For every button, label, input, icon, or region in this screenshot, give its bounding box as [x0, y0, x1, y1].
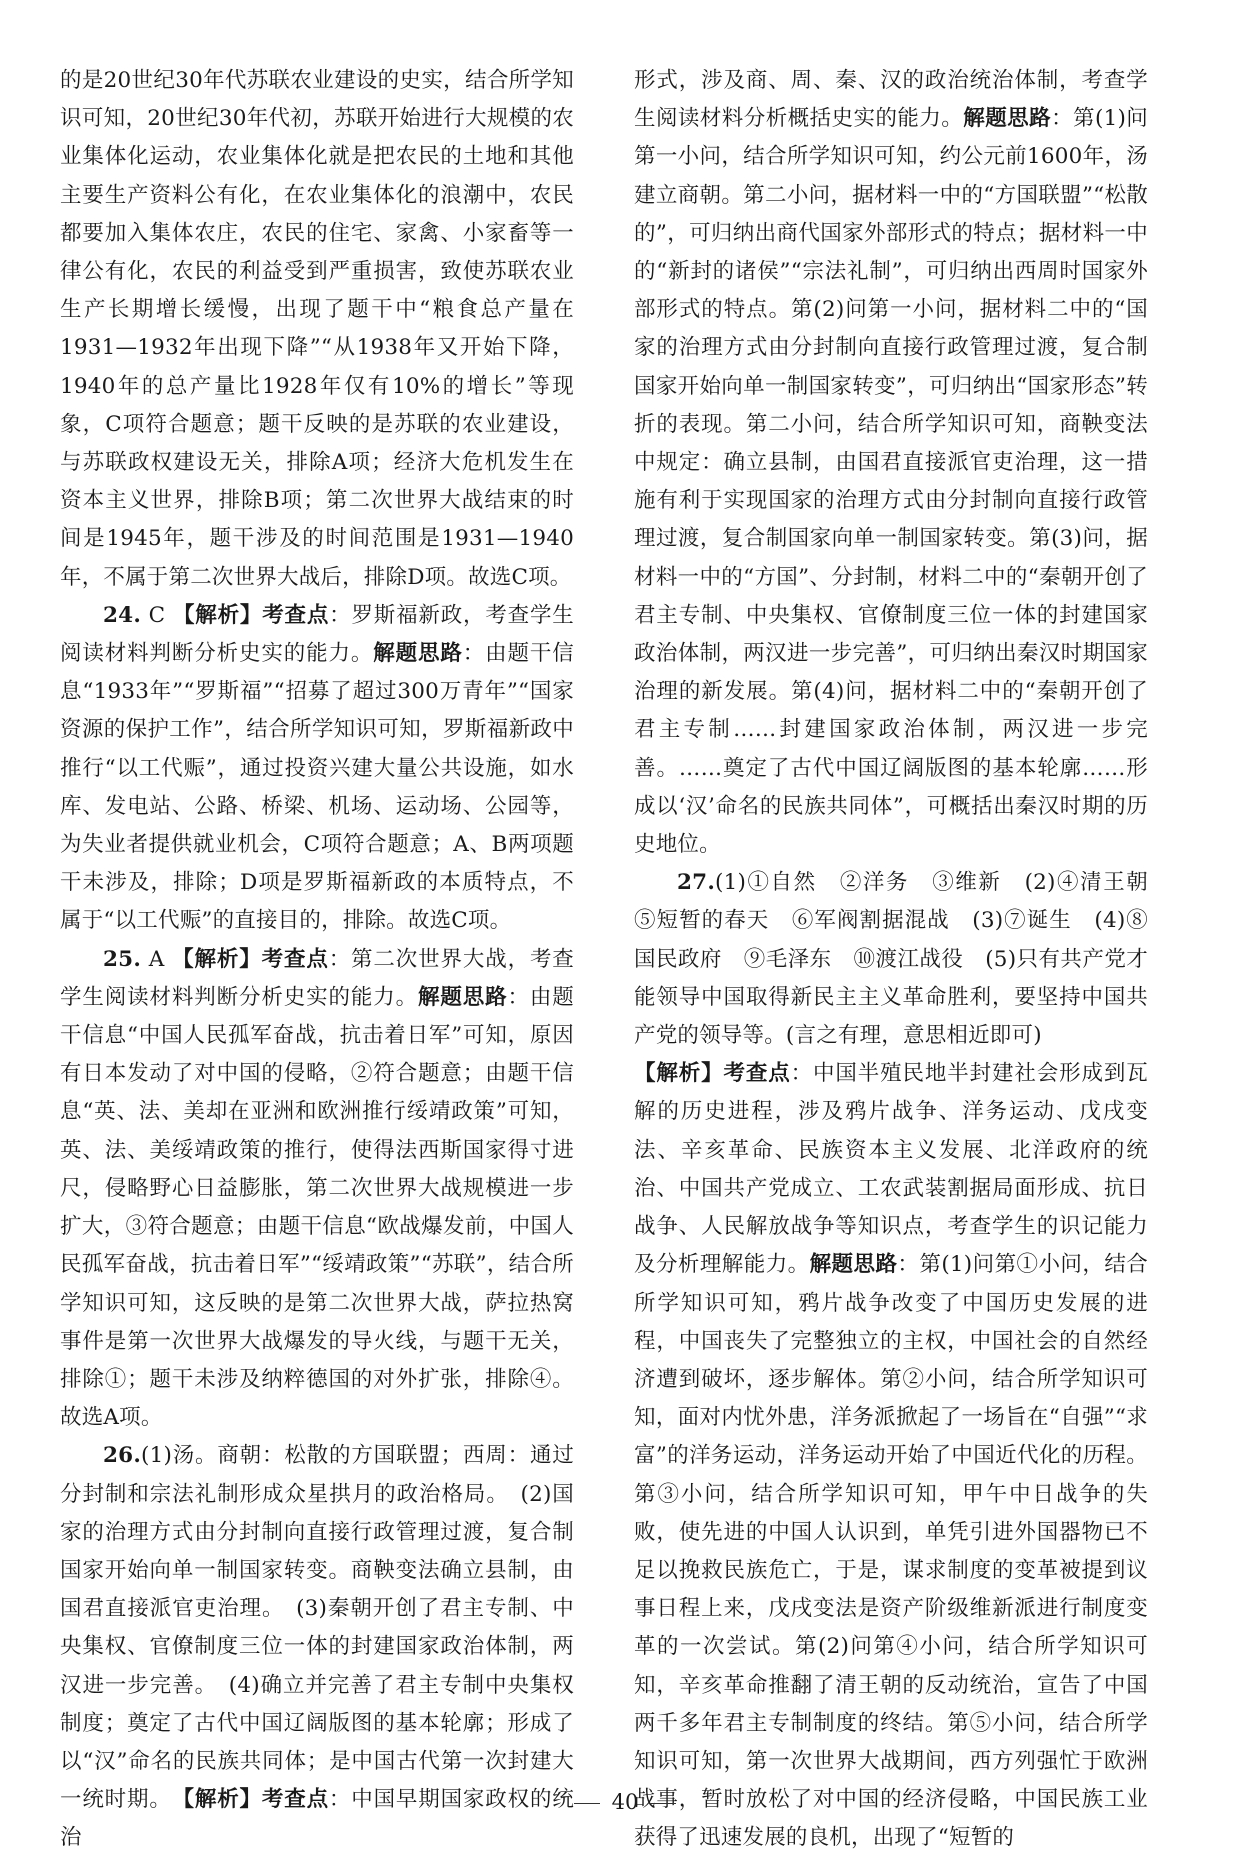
answer-text: ：第二次世界大战，考查学生阅读材料判断分析史实的能力。: [60, 946, 575, 1010]
exam-point-label: 考查点: [262, 602, 330, 628]
answer-text: ：中国早期国家政权的统治: [60, 1787, 574, 1851]
footer-dash-right: [650, 1803, 676, 1804]
question-number: 27.: [677, 870, 716, 896]
analysis-label: 【解析】: [183, 1787, 262, 1813]
solution-idea-label: 解题思路: [809, 1252, 898, 1278]
answer-text: (1)①自然 ②洋务 ③维新 (2)④清王朝 ⑤短暂的春天 ⑥军阀割据混战 (3)⑦诞生 (4)⑧国民政府 ⑨毛泽东 ⑩渡江战役 (5)只有共产党才能领导中国取得新民主主义革命胜利，要坚持中国共产党的领导等。(言之有理，意思相近即可): [634, 870, 1170, 1049]
answer-text: ：由题干信息“中国人民孤军奋战，抗击着日军”可知，原因有日本发动了对中国的侵略，②符合题意；由题干信息“英、法、美却在亚洲和欧洲推行绥靖政策”可知，英、法、美绥靖政策的推行，使得法西斯国家得寸进尺，侵略野心日益膨胀，第二次世界大战规模进一步扩大，③符合题意；由题干信息“欧战爆发前，中国人民孤军奋战，抗击着日军”“绥靖政策”“苏联”，结合所学知识可知，这反映的是第二次世界大战，萨拉热窝事件是第一次世界大战爆发的导火线，与题干无关，排除①；题干未涉及纳粹德国的对外扩张，排除④。故选A项。: [60, 984, 574, 1431]
analysis-label: 【解析】: [634, 1061, 724, 1087]
answer-text: ：由题干信息“1933年”“罗斯福”“招募了超过300万青年”“国家资源的保护工作”，结合所学知识可知，罗斯福新政中推行“以工代赈”，通过投资兴建大量公共设施，如水库、发电站、公路、桥梁、机场、运动场、公园等，为失业者提供就业机会，C项符合题意；A、B两项题干未涉及，排除；D项是罗斯福新政的本质特点，不属于“以工代赈”的直接目的，排除。故选C项。: [60, 641, 574, 934]
answer-text: ：第(1)问第一小问，结合所学知识可知，约公元前1600年，汤建立商朝。第二小问，据材料一中的“方国联盟”“松散的”，可归纳出商代国家外部形式的特点；据材料一中的“新封的诸侯”“宗法礼制”，可归纳出西周时国家外部形式的特点。第(2)问第一小问，据材料二中的“国家的治理方式由分封制向直接行政管理过渡，复合制国家开始向单一制国家转变”，可归纳出“国家形态”转折的表现。第二小问，结合所学知识可知，商鞅变法中规定：确立县制，由国君直接派官吏治理，这一措施有利于实现国家的治理方式由分封制向直接行政管理过渡，复合制国家向单一制国家转变。第(3)问，据材料一中的“方国”、分封制，材料二中的“秦朝开创了君主专制、中央集权、官僚制度三位一体的封建国家政治体制，两汉进一步完善”，可归纳出秦汉时期国家治理的新发展。第(4)问，据材料二中的“秦朝开创了君主专制……封建国家政治体制，两汉进一步完善。……奠定了古代中国辽阔版图的基本轮廓……形成以‘汉’命名的民族共同体”，可概括出秦汉时期的历史地位。: [634, 106, 1148, 858]
left-column: [60, 62, 574, 1858]
paragraph-q26-continued: [634, 62, 1148, 864]
footer-dash-left: [574, 1803, 600, 1804]
solution-idea-label: 解题思路: [373, 641, 463, 667]
answer-text: ：第(1)问第①小问，结合所学知识可知，鸦片战争改变了中国历史发展的进程，中国丧失了完整独立的主权，中国社会的自然经济遭到破坏，逐步解体。第②小问，结合所学知识可知，面对内忧外患，洋务派掀起了一场旨在“自强”“求富”的洋务运动，洋务运动开始了中国近代化的历程。第③小问，结合所学知识可知，甲午中日战争的失败，使先进的中国人认识到，单凭引进外国器物已不足以挽救民族危亡，于是，谋求制度的变革被提到议事日程上来，戊戌变法是资产阶级维新派进行制度变革的一次尝试。第(2)问第④小问，结合所学知识可知，辛亥革命推翻了清王朝的反动统治，宣告了中国两千多年君主专制制度的终结。第⑤小问，结合所学知识可知，第一次世界大战期间，西方列强忙于欧洲战事，暂时放松了对中国的经济侵略，中国民族工业获得了迅速发展的良机，出现了“短暂的: [634, 1252, 1148, 1851]
page-number: 40: [611, 1790, 639, 1814]
solution-idea-label: 解题思路: [963, 106, 1052, 132]
answer-text: ：罗斯福新政，考查学生阅读材料判断分析史实的能力。: [60, 602, 574, 667]
page-footer: [0, 1790, 1250, 1814]
solution-idea-label: 解题思路: [418, 984, 508, 1010]
analysis-27: [634, 1055, 1148, 1857]
question-number: 24.: [103, 602, 142, 628]
answer-letter: A: [141, 946, 173, 972]
question-number: 26.: [103, 1443, 142, 1469]
paragraph-q23-continued: 的是20世纪30年代苏联农业建设的史实，结合所学知识可知，20世纪30年代初，苏联开始进行大规模的农业集体化运动，农业集体化就是把农民的土地和其他主要生产资料公有化，在农业集体化的浪潮中，农民都要加入集体农庄，农民的住宅、家禽、小家畜等一律公有化，农民的利益受到严重损害，致使苏联农业生产长期增长缓慢，出现了题干中“粮食总产量在1931—1932年出现下降”“从1938年又开始下降，1940年的总产量比1928年仅有10%的增长”等现象，C项符合题意；题干反映的是苏联的农业建设，与苏联政权建设无关，排除A项；经济大危机发生在资本主义世界，排除B项；第二次世界大战结束的时间是1945年，题干涉及的时间范围是1931—1940年，不属于第二次世界大战后，排除D项。故选C项。: [60, 68, 574, 590]
exam-point-label: 考查点: [261, 946, 329, 972]
analysis-label: 【解析】: [172, 946, 262, 972]
answer-24: [60, 597, 574, 941]
answer-letter: C: [141, 602, 173, 628]
exam-point-label: 考查点: [723, 1061, 791, 1087]
answer-text: 形式，涉及商、周、秦、汉的政治统治体制，考查学生阅读材料分析概括史实的能力。: [634, 68, 1148, 132]
exam-point-label: 考查点: [261, 1787, 329, 1813]
answer-27: [634, 864, 1170, 1055]
right-column: [634, 62, 1170, 1858]
answer-text: (1)汤。商朝：松散的方国联盟；西周：通过分封制和宗法礼制形成众星拱月的政治格局。 (2)国家的治理方式由分封制向直接行政管理过渡，复合制国家开始向单一制国家转变。商鞅变法确立县制，由国君直接派官吏治理。 (3)秦朝开创了君主专制、中央集权、官僚制度三位一体的封建国家政治体制，两汉进一步完善。 (4)确立并完善了君主专制中央集权制度；奠定了古代中国辽阔版图的基本轮廓；形成了以“汉”命名的民族共同体；是中国古代第一次封建大一统时期。: [60, 1443, 574, 1813]
question-number: 25.: [103, 946, 142, 972]
answer-text: ：中国半殖民地半封建社会形成到瓦解的历史进程，涉及鸦片战争、洋务运动、戊戌变法、辛亥革命、民族资本主义发展、北洋政府的统治、中国共产党成立、工农武装割据局面形成、抗日战争、人民解放战争等知识点，考查学生的识记能力及分析理解能力。: [634, 1061, 1148, 1278]
answer-25: [60, 941, 574, 1438]
analysis-label: 【解析】: [172, 602, 263, 628]
